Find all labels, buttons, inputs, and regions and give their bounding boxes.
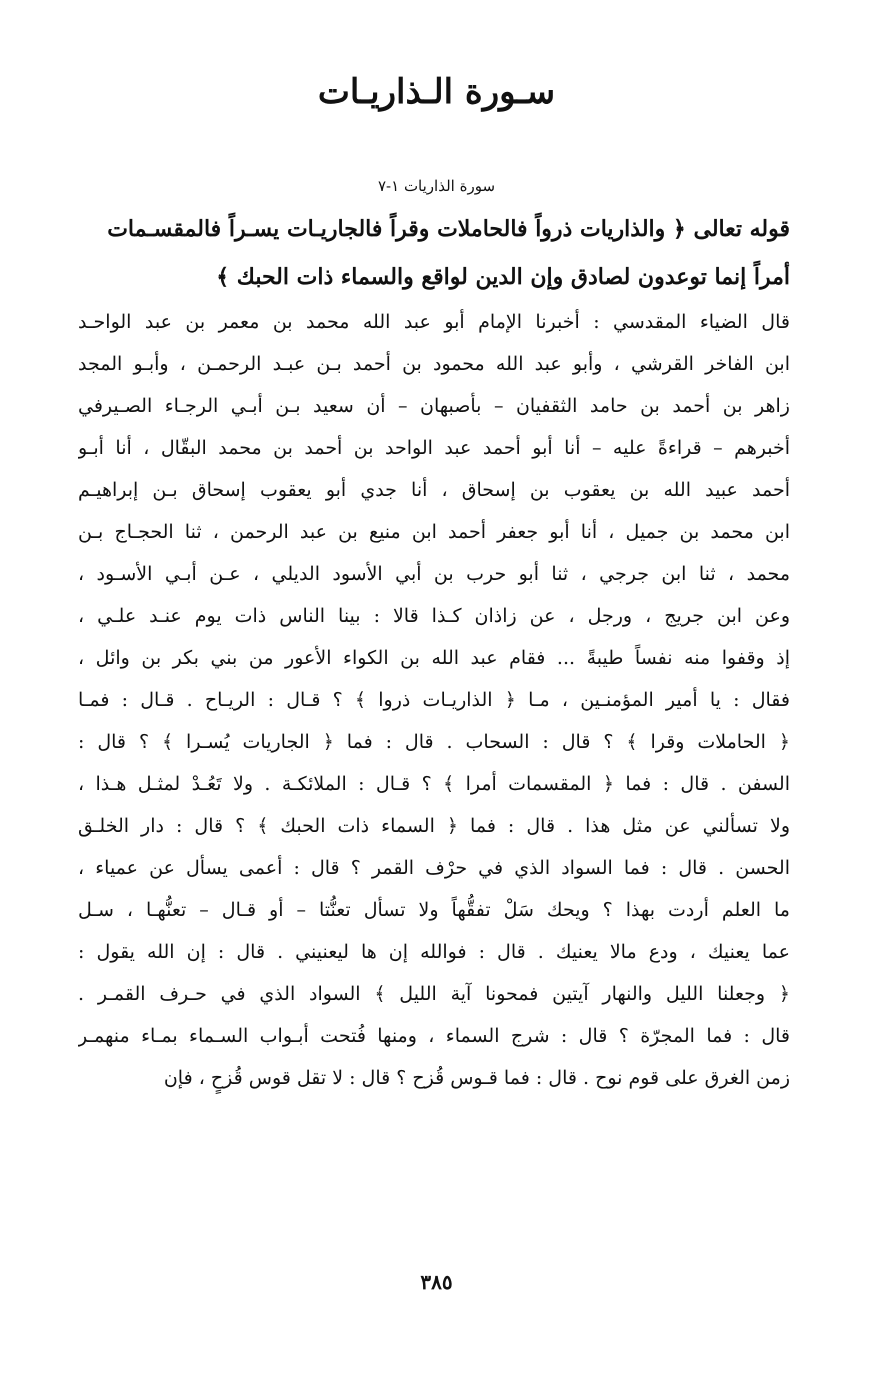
text-line: ولا تسألني عن مثل هذا . قال : فما ﴿ السماء ذات الحبك ﴾ ؟ قال : دار الخلـق — [78, 815, 790, 837]
text-line: فقال : يا أمير المؤمنـين ، مـا ﴿ الذاريـات ذروا ﴾ ؟ قـال : الريـاح . قـال : فمـا — [78, 689, 790, 711]
text-line: محمد ، ثنا ابن جرجي ، ثنا أبو حرب بن أبي الأسود الديلي ، عـن أبـي الأسـود ، — [78, 563, 790, 585]
text-line: زمن الغرق على قوم نوح . قال : فما قـوس قُزح ؟ قال : لا تقل قوس قُزحٍ ، فإن — [163, 1067, 790, 1089]
text-line: ﴿ وجعلنا الليل والنهار آيتين فمحونا آية الليل ﴾ السواد الذي في حـرف القمـر . — [78, 983, 790, 1005]
page-number: ٣٨٥ — [420, 1270, 453, 1294]
verse-line: قوله تعالى ﴿ والذاريات ذرواً فالحاملات وقراً فالجاريـات يسـراً فالمقسـمات — [107, 216, 790, 242]
quran-verse — [78, 205, 790, 301]
text-line: أحمد عبيد الله بن يعقوب بن إسحاق ، أنا جدي أبو يعقوب إسحاق بـن إبراهيـم — [78, 479, 790, 501]
text-line: قال : فما المجرّة ؟ قال : شرج السماء ، ومنها فُتحت أبـواب السـماء بمـاء منهمـر — [78, 1025, 790, 1047]
text-line: عما يعنيك ، ودع مالا يعنيك . قال : فوالله إن ها ليعنيني . قال : إن الله يقول : — [78, 941, 790, 963]
surah-title: سـورة الـذاريـات — [317, 72, 556, 112]
text-line: زاهر بن أحمد بن حامد الثقفيان – بأصبهان – أن سعيد بـن أبـي الرجـاء الصـيرفي — [78, 395, 790, 417]
text-line: ابن محمد بن جميل ، أنا أبو جعفر أحمد ابن منيع بن عبد الرحمن ، ثنا الحجـاج بـن — [78, 521, 790, 543]
tafsir-text — [78, 301, 790, 1099]
text-line: إذ وقفوا منه نفساً طيبةً ... فقام عبد الله بن الكواء الأعور من بني بكر بن وائل ، — [78, 647, 790, 669]
verse-line: أمراً إنما توعدون لصادق وإن الدين لواقع والسماء ذات الحبك ﴾ — [216, 264, 790, 290]
text-line: قال الضياء المقدسي : أخبرنا الإمام أبو عبد الله محمد بن معمر بن عبد الواحـد — [78, 311, 790, 333]
text-line: السفن . قال : فما ﴿ المقسمات أمرا ﴾ ؟ قـال : الملائكـة . ولا تَعُـدْ لمثـل هـذا ، — [78, 773, 790, 795]
text-line: الحسن . قال : فما السواد الذي في حرْف القمر ؟ قال : أعمى يسأل عن عمياء ، — [78, 857, 790, 879]
text-line: ﴿ الحاملات وقرا ﴾ ؟ قال : السحاب . قال : فما ﴿ الجاريات يُسـرا ﴾ ؟ قال : — [78, 731, 790, 753]
text-line: ما العلم أردت بهذا ؟ ويحك سَلْ تفقُّهاً ولا تسأل تعنُّتا – أو قـال – تعنُّهـا ، سـل — [78, 899, 790, 921]
text-line: ابن الفاخر القرشي ، وأبو عبد الله محمود بن أحمد بـن عبـد الرحمـن ، وأبـو المجد — [78, 353, 790, 375]
text-line: أخبرهم – قراءةً عليه – أنا أبو أحمد عبد الواحد بن أحمد بن محمد البقّال ، أنا أبـو — [78, 437, 790, 459]
section-label: سورة الذاريات ١-٧ — [377, 177, 496, 195]
text-line: وعن ابن جريج ، ورجل ، عن زاذان كـذا قالا : بينا الناس ذات يوم عنـد علـي ، — [78, 605, 790, 627]
